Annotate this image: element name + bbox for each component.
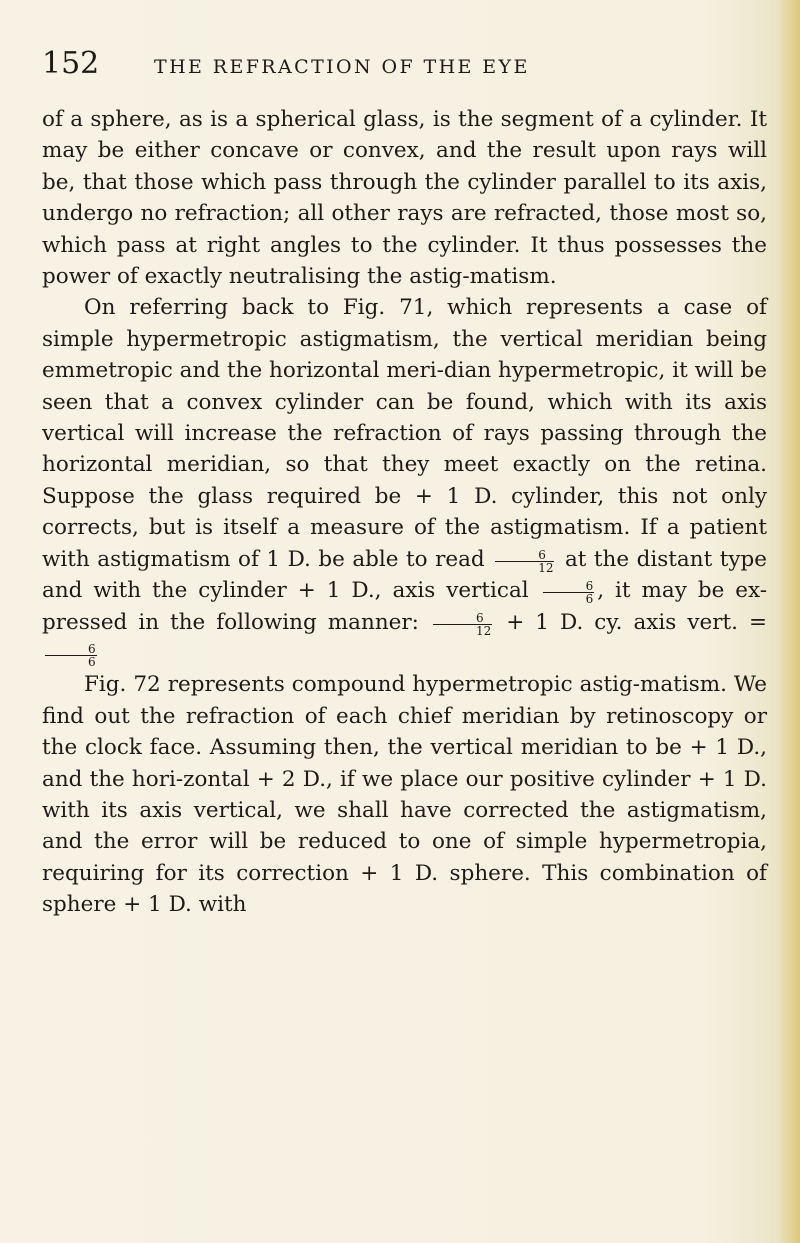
fraction-numerator: 6 [495,549,554,562]
page-header [0,46,800,86]
running-head: THE REFRACTION OF THE EYE [154,56,530,78]
fraction-denominator: 12 [475,623,492,638]
paragraph-2-text-2: at the distant type and with the cylinder + 1 D., axis vertical [42,546,767,604]
fraction-denominator: 6 [88,654,96,669]
fraction-denominator: 12 [538,560,554,575]
fraction-six-twelfths [433,612,492,637]
fraction-numerator: 6 [543,580,595,593]
paragraph-2 [42,292,767,669]
fraction-numerator: 6 [433,612,492,625]
paragraph-3 [42,669,767,920]
fraction-six-sixths [543,580,595,605]
paragraph-2-text-4: + 1 D. cy. axis vert. = [506,609,767,635]
body-text [42,104,767,921]
paragraph-3-text: Fig. 72 represents compound hypermetropic astig-matism. We find out the refraction of each chief meridian by retinoscopy or the clock face. Assuming then, the vertical meridian to be + 1 D., and the hori-zontal + 2 D., if we place our positive cylinder + 1 D. with its axis vertical, we shall have corrected the astigmatism, and the error will be reduced to one of simple hypermetropia, requiring for its correction + 1 D. sphere. This combination of sphere + 1 D. with [42,672,767,918]
fraction-six-twelfths [495,549,554,574]
page-edge-shading [778,0,800,1243]
page-number: 152 [42,46,100,81]
paragraph-2-text-3: , it may be ex-pressed in the following manner: [42,578,767,635]
fraction-numerator: 6 [45,643,97,656]
paragraph-2-text-1: On referring back to Fig. 71, which represents a case of simple hypermetropic astigmatism, the vertical meridian being emmetropic and the horizontal meri-dian hypermetropic, it will be seen that a convex cylinder can be found, which with its axis vertical will increase the refraction of rays passing through the horizontal meridian, so that they meet exactly on the retina. Suppose the glass required be + 1 D. cylinder, this not only corrects, but is itself a measure of the astigmatism. If a patient with astigmatism of 1 D. be able to read [42,295,767,572]
paragraph-1-text: of a sphere, as is a spherical glass, is the segment of a cylinder. It may be either concave or convex, and the result upon rays will be, that those which pass through the cylinder parallel to its axis, undergo no refraction; all other rays are refracted, those most so, which pass at right angles to the cylinder. It thus possesses the power of exactly neutralising the astig-matism. [42,107,767,290]
paragraph-1 [42,104,767,292]
fraction-denominator: 6 [585,592,594,607]
fraction-six-sixths [45,643,97,668]
